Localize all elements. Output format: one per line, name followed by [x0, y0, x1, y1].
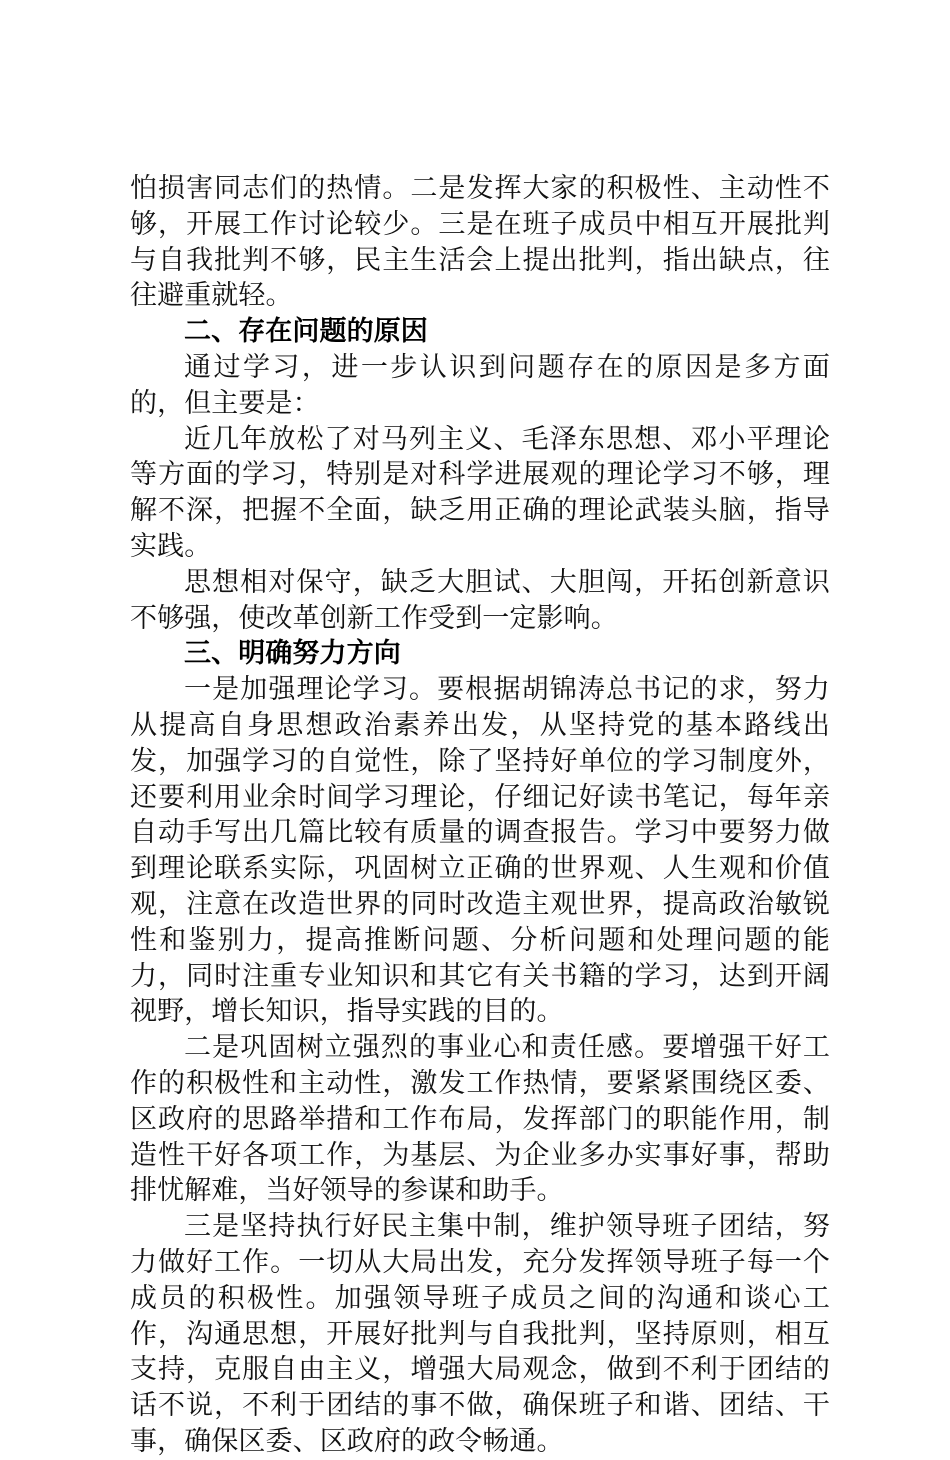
paragraph: 二是巩固树立强烈的事业心和责任感。要增强干好工作的积极性和主动性，激发工作热情，要紧紧围绕区委、区政府的思路举措和工作布局，发挥部门的职能作用，制造性干好各项工作，为基层、为企业多办实事好事，帮助排忧解难，当好领导的参谋和助手。: [130, 1032, 830, 1207]
document-body: [130, 171, 830, 1460]
paragraph: 三是坚持执行好民主集中制，维护领导班子团结，努力做好工作。一切从大局出发，充分发挥领导班子每一个成员的积极性。加强领导班子成员之间的沟通和谈心工作，沟通思想，开展好批判与自我批判，坚持原则，相互支持，克服自由主义，增强大局观念，做到不利于团结的话不说，不利于团结的事不做，确保班子和谐、团结、干事，确保区委、区政府的政令畅通。: [130, 1211, 830, 1457]
paragraph: 通过学习，进一步认识到问题存在的原因是多方面的，但主要是：: [130, 351, 830, 419]
section-heading-causes: 二、存在问题的原因: [184, 316, 428, 348]
section-heading-direction: 三、明确努力方向: [184, 638, 401, 670]
paragraph: 一是加强理论学习。要根据胡锦涛总书记的求，努力从提高自身思想政治素养出发，从坚持党的基本路线出发，加强学习的自觉性，除了坚持好单位的学习制度外，还要利用业余时间学习理论，仔细记好读书笔记，每年亲自动手写出几篇比较有质量的调查报告。学习中要努力做到理论联系实际，巩固树立正确的世界观、人生观和价值观，注意在改造世界的同时改造主观世界，提高政治敏锐性和鉴别力，提高推断问题、分析问题和处理问题的能力，同时注重专业知识和其它有关书籍的学习，达到开阔视野，增长知识，指导实践的目的。: [130, 674, 830, 1028]
paragraph: 思想相对保守，缺乏大胆试、大胆闯，开拓创新意识不够强，使改革创新工作受到一定影响。: [130, 566, 830, 634]
paragraph: 近几年放松了对马列主义、毛泽东思想、邓小平理论等方面的学习，特别是对科学进展观的理论学习不够，理解不深，把握不全面，缺乏用正确的理论武装头脑，指导实践。: [130, 423, 830, 562]
paragraph-continuation: 怕损害同志们的热情。二是发挥大家的积极性、主动性不够，开展工作讨论较少。三是在班子成员中相互开展批判与自我批判不够，民主生活会上提出批判，指出缺点，往往避重就轻。: [130, 173, 830, 312]
